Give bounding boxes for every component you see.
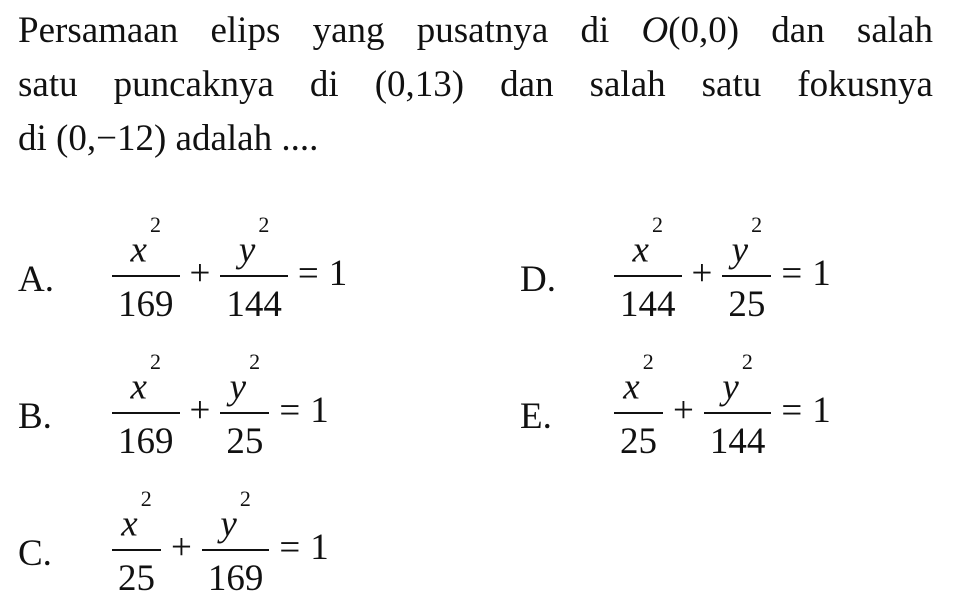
denominator: 25 — [620, 420, 657, 462]
fraction-bar — [722, 275, 771, 277]
option-letter: D. — [520, 259, 556, 300]
question-line-1 — [18, 4, 933, 58]
numerator: $x^2$ — [121, 486, 152, 545]
option-c[interactable] — [18, 486, 458, 602]
plus-sign: + — [673, 389, 694, 431]
fraction-bar — [614, 275, 682, 277]
question-word: Persamaan — [18, 10, 179, 51]
denominator: 169 — [118, 283, 174, 325]
option-e[interactable] — [520, 349, 940, 465]
plus-sign: + — [189, 252, 211, 294]
option-letter: A. — [18, 259, 54, 300]
equals-sign: = — [781, 389, 803, 431]
plus-sign: + — [189, 389, 211, 431]
question-word: pusatnya — [416, 10, 549, 51]
denominator: 144 — [620, 283, 676, 325]
equals-sign: = — [279, 389, 301, 431]
x-fraction — [614, 349, 663, 463]
option-equation — [108, 212, 348, 328]
question-word: (0,13) — [374, 64, 465, 105]
question-word: yang — [312, 10, 385, 51]
numerator: $y^2$ — [731, 212, 763, 271]
fraction-bar — [112, 275, 180, 277]
numerator: $x^2$ — [632, 212, 663, 271]
numerator: $y^2$ — [238, 212, 270, 271]
question-word: fokusnya — [797, 64, 933, 105]
option-equation — [610, 349, 831, 465]
numerator: $x^2$ — [130, 349, 161, 408]
denominator: 144 — [709, 420, 766, 462]
option-d[interactable] — [520, 212, 940, 328]
right-hand-side: 1 — [310, 526, 329, 568]
x-fraction — [614, 212, 682, 326]
option-a[interactable] — [18, 212, 458, 328]
fraction-bar — [614, 412, 663, 414]
plus-sign: + — [171, 526, 192, 568]
option-equation — [610, 212, 831, 328]
denominator: 144 — [226, 283, 282, 325]
denominator: 25 — [728, 283, 766, 325]
question-word: puncaknya — [113, 64, 274, 105]
question-word: satu — [18, 64, 78, 105]
question-line-2 — [18, 58, 933, 112]
question-word: di — [309, 64, 339, 105]
denominator: 25 — [226, 420, 264, 462]
question-word: salah — [856, 10, 933, 51]
center-point-coords: (0,0) — [668, 10, 740, 51]
right-hand-side: 1 — [812, 252, 831, 294]
y-fraction — [202, 486, 270, 600]
fraction-bar — [112, 412, 180, 414]
question-word: di — [580, 10, 610, 51]
numerator: $x^2$ — [623, 349, 654, 408]
option-letter: B. — [18, 396, 52, 437]
question-text — [18, 4, 938, 166]
y-fraction — [220, 212, 288, 326]
fraction-bar — [112, 549, 161, 551]
question-word: elips — [210, 10, 281, 51]
right-hand-side: 1 — [812, 389, 831, 431]
question-word: satu — [701, 64, 762, 105]
question-word: salah — [589, 64, 666, 105]
numerator: $y^2$ — [229, 349, 261, 408]
option-b[interactable] — [18, 349, 458, 465]
numerator: $y^2$ — [722, 349, 753, 408]
fraction-bar — [220, 412, 269, 414]
y-fraction — [220, 349, 269, 463]
denominator: 169 — [207, 557, 264, 599]
option-equation — [108, 349, 329, 465]
fraction-bar — [202, 549, 270, 551]
fraction-bar — [704, 412, 772, 414]
numerator: $x^2$ — [130, 212, 161, 271]
x-fraction — [112, 486, 161, 600]
y-fraction — [722, 212, 771, 326]
x-fraction — [112, 349, 180, 463]
option-letter: C. — [18, 533, 52, 574]
numerator: $y^2$ — [220, 486, 251, 545]
y-fraction — [704, 349, 772, 463]
denominator: 25 — [118, 557, 155, 599]
option-letter: E. — [520, 396, 552, 437]
right-hand-side: 1 — [310, 389, 329, 431]
question-word: dan — [500, 64, 554, 105]
center-point — [641, 4, 739, 58]
plus-sign: + — [691, 252, 713, 294]
question-word: dan — [771, 10, 825, 51]
equals-sign: = — [279, 526, 301, 568]
option-equation — [108, 486, 329, 602]
center-point-label: O — [641, 10, 669, 51]
equals-sign: = — [297, 252, 319, 294]
x-fraction — [112, 212, 180, 326]
question-line-3: di (0,−12) adalah .... — [18, 118, 319, 159]
right-hand-side: 1 — [328, 252, 348, 294]
equals-sign: = — [781, 252, 803, 294]
fraction-bar — [220, 275, 288, 277]
denominator: 169 — [118, 420, 174, 462]
